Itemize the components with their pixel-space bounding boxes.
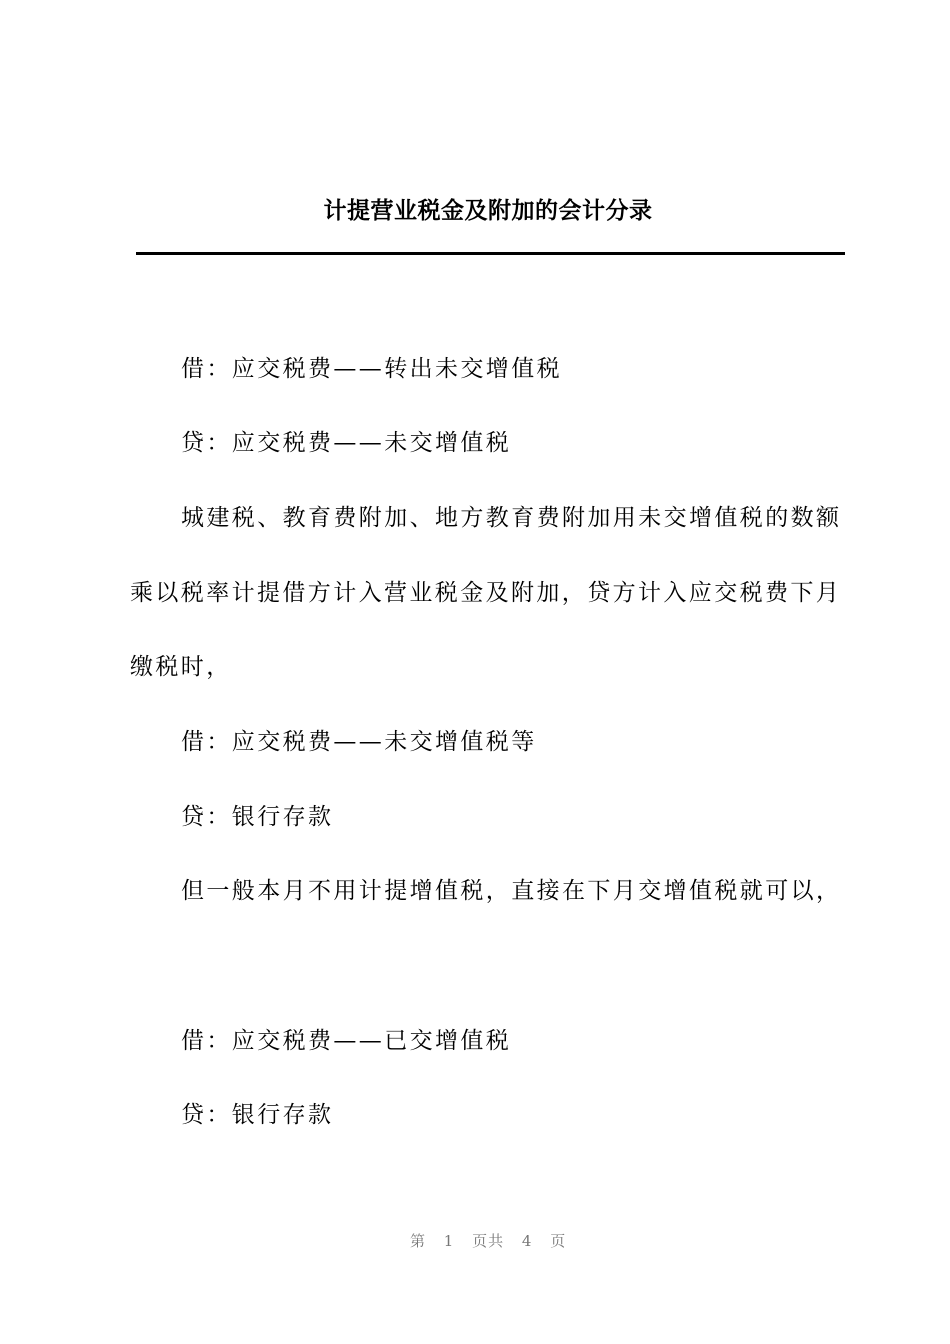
- footer-page-number: 1: [443, 1232, 455, 1250]
- footer-prefix: 第: [410, 1232, 427, 1250]
- text-line: 乘以税率计提借方计入营业税金及附加，贷方计入应交税费下月: [130, 580, 842, 606]
- text-line: 但一般本月不用计提增值税，直接在下月交增值税就可以，: [181, 878, 842, 904]
- text-line: 贷：银行存款: [181, 1102, 334, 1128]
- text-line: 缴税时，: [130, 654, 232, 680]
- text-line: 城建税、教育费附加、地方教育费附加用未交增值税的数额: [181, 505, 842, 531]
- footer-suffix: 页: [550, 1232, 567, 1250]
- footer-total-pages: 4: [521, 1232, 533, 1250]
- text-line: 贷：应交税费——未交增值税: [181, 430, 512, 456]
- page-title: 计提营业税金及附加的会计分录: [323, 198, 653, 224]
- title-rule: [136, 252, 845, 255]
- text-line: 借：应交税费——转出未交增值税: [181, 356, 562, 382]
- text-line: 借：应交税费——已交增值税: [181, 1028, 512, 1054]
- text-line: 贷：银行存款: [181, 804, 334, 830]
- text-line: 借：应交税费——未交增值税等: [181, 729, 537, 755]
- page-footer: [410, 1230, 578, 1251]
- footer-middle: 页共: [472, 1232, 505, 1250]
